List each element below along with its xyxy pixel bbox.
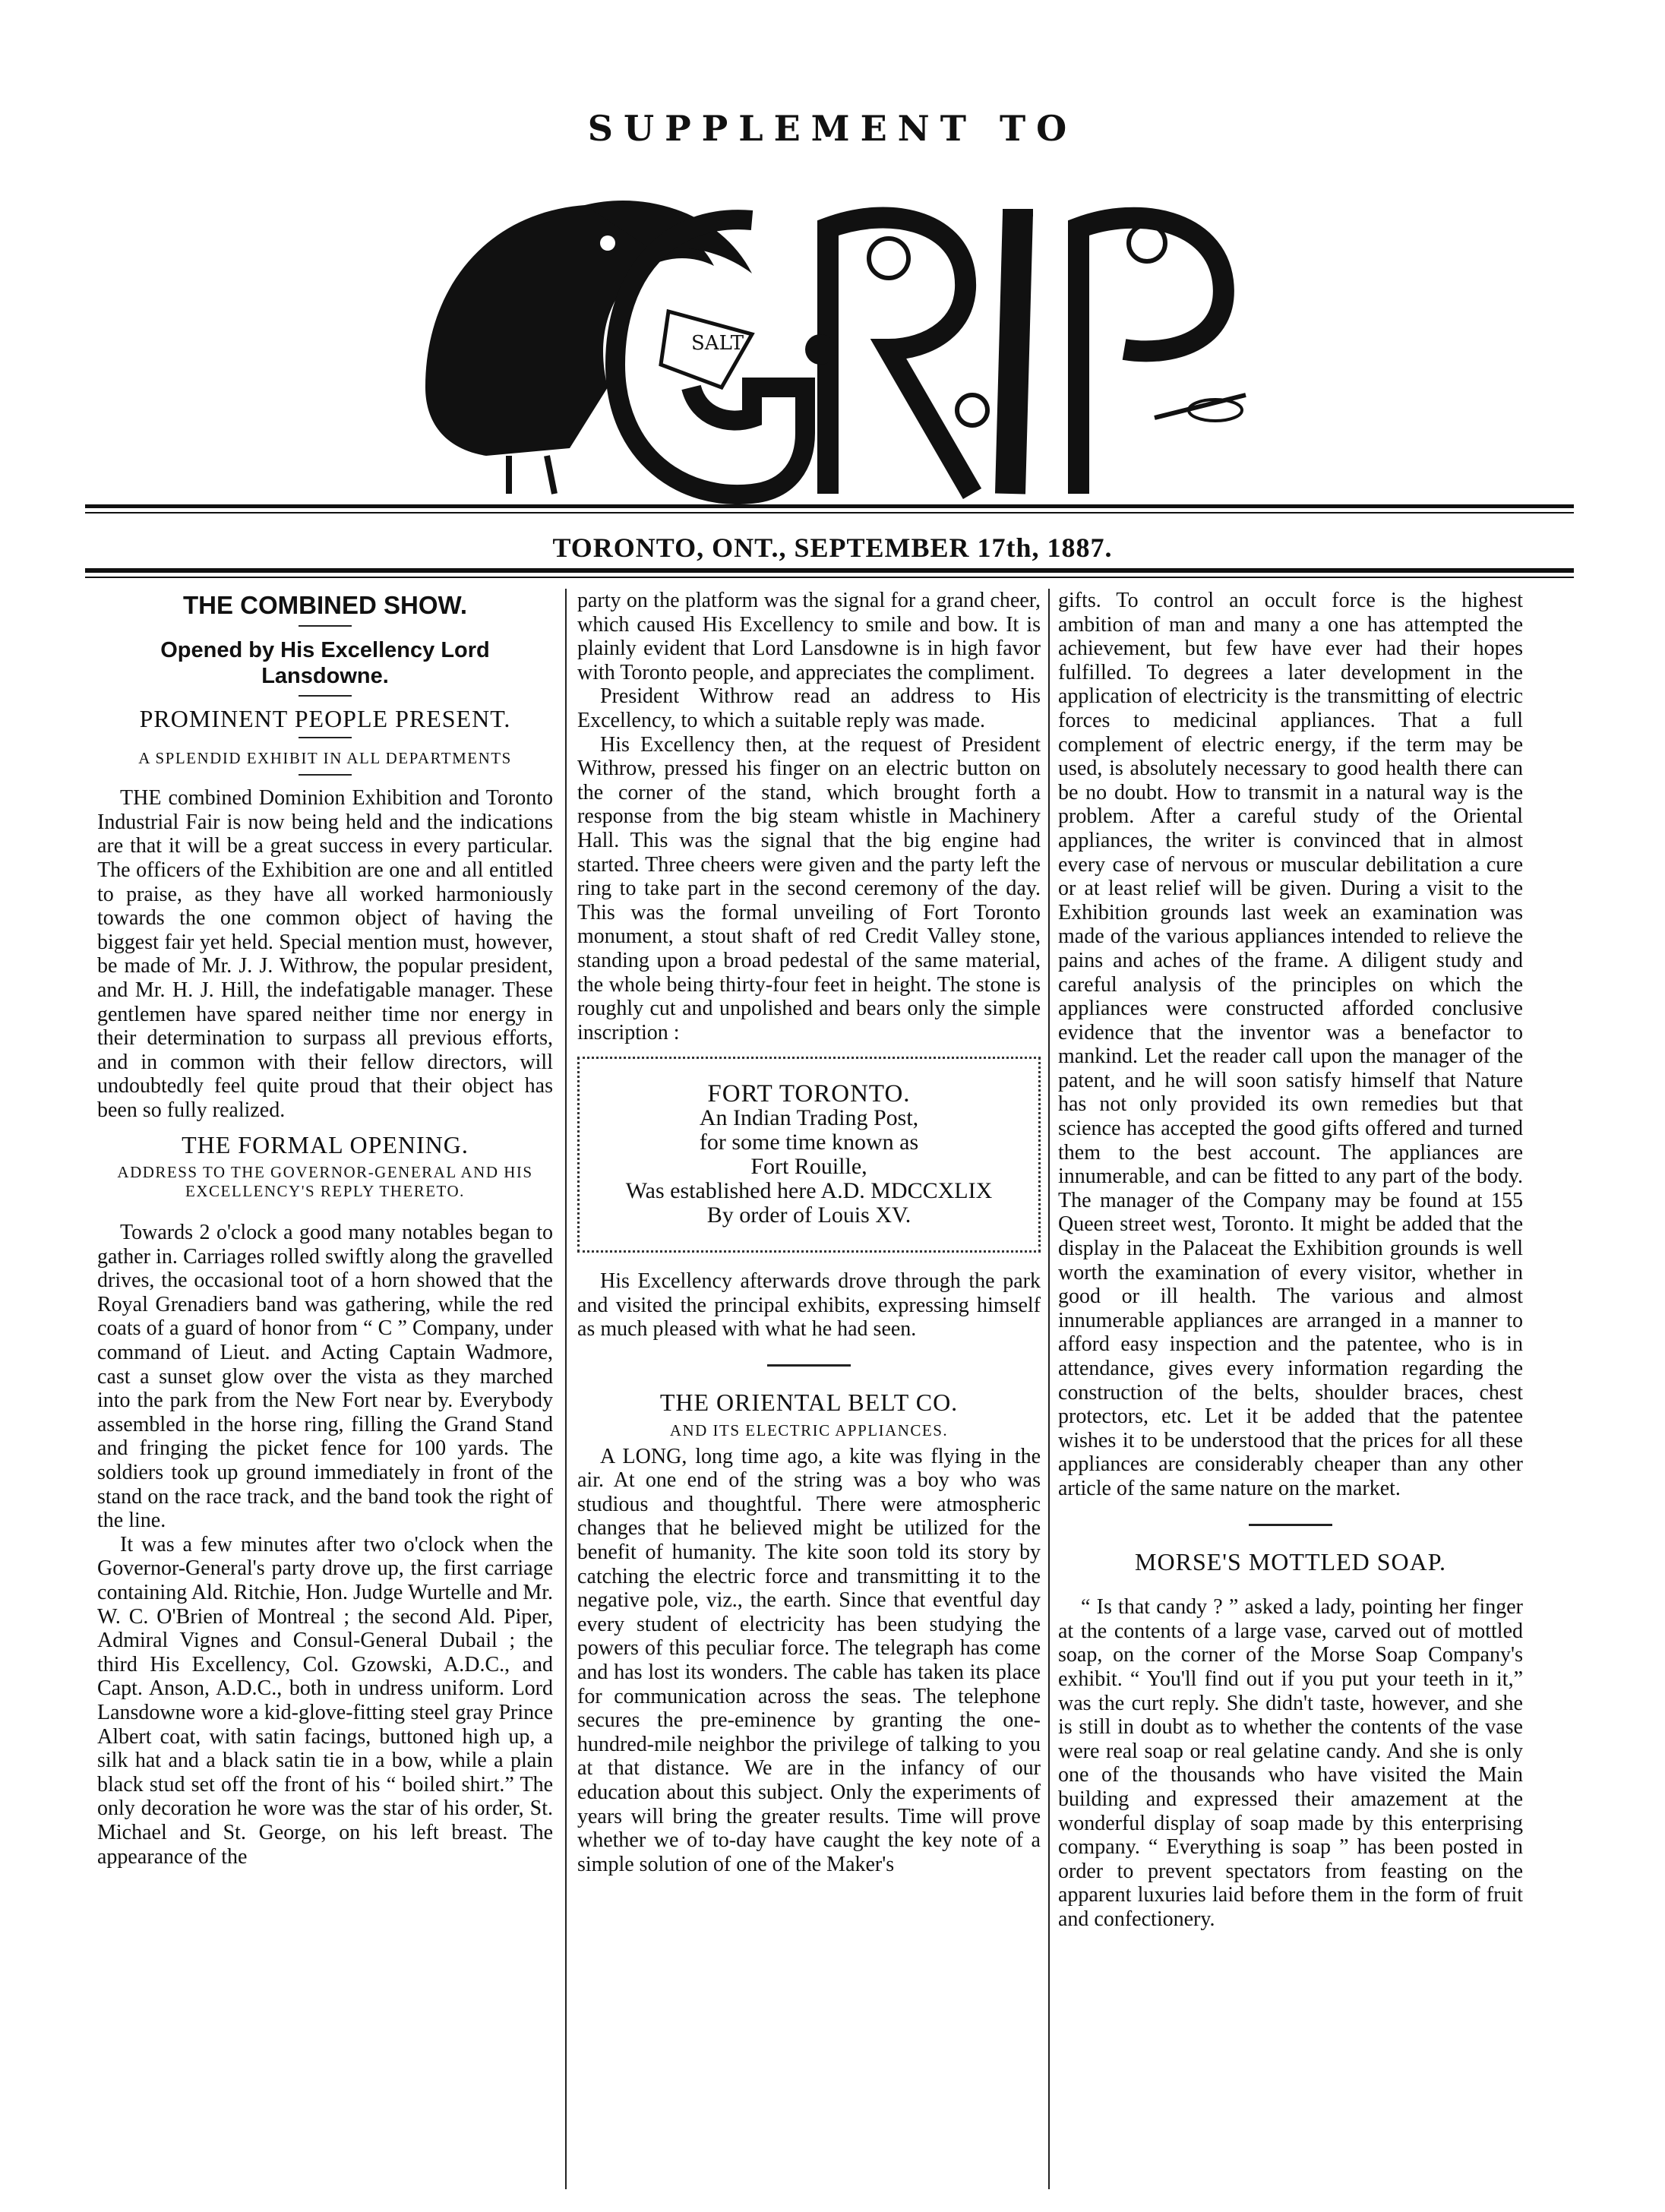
grip-masthead-logo	[395, 160, 1268, 517]
divider	[299, 625, 352, 627]
dateline-rule-bottom-thin	[85, 577, 1574, 578]
column-2	[577, 589, 1041, 2189]
inscription-line: for some time known as	[699, 1130, 919, 1155]
column-1	[97, 589, 553, 2189]
inscription-line: Fort Rouille,	[750, 1154, 867, 1180]
article-title-oriental-belt: THE ORIENTAL BELT CO.	[659, 1389, 959, 1417]
article-subtitle: Opened by His Excellency Lord Lansdowne.	[160, 637, 490, 688]
section-heading-formal-opening: THE FORMAL OPENING.	[182, 1130, 469, 1158]
inscription-line: An Indian Trading Post,	[699, 1105, 919, 1131]
inscription-line: Was established here A.D. MDCCXLIX	[625, 1178, 993, 1204]
divider	[299, 695, 352, 697]
paragraph: A LONG, long time ago, a kite was flying in the air. At one end of the string was a boy who was studious and thoughtful. There were atmospheric changes that he believed might be utilized for the benefit of humanity. The kite soon told its story by catching the electric force and transmitting it to the negative pole, viz., the earth. Since that eventful day every student of electricity has been studying the powers of this peculiar force. The telegraph has come and has lost its wonders. The cable has taken its place for communication across the seas. The telephone secures the pre-eminence by granting the one-hundred-mile neighbor the privilege of talking to you at that distance. We are in the infancy of our education about this subject. Only the experiments of years will bring the greater results. Time will prove whether we of to-day have caught the key note of a simple solution of one of the Maker's	[577, 1444, 1041, 1876]
section-divider	[1249, 1524, 1332, 1526]
inscription-line: FORT TORONTO.	[707, 1080, 911, 1108]
paragraph: Towards 2 o'clock a good many notables began to gather in. Carriages rolled swiftly along the gravelled drives, the occasional toot of a horn showed that the Royal Grenadiers band was gathering, while the red coats of a guard of honor from “ C ” Company, under command of Lieut. and Acting Captain Wadmore, cast a sunset glow over the vista as they marched into the park from the New Fort near by. Everybody assembled in the horse ring, filling the Grand Stand and fringing the picket fence for 100 yards. The soldiers took up ground immediately in front of the stand on the race track, and the band took the right of the line.	[97, 1221, 553, 1533]
column-separator-1	[565, 589, 567, 2189]
divider	[299, 774, 352, 776]
masthead-rule-top	[85, 504, 1574, 508]
monument-inscription-box	[577, 1057, 1041, 1253]
divider	[299, 737, 352, 738]
section-divider	[767, 1364, 851, 1367]
dateline-rule-bottom	[85, 568, 1574, 573]
paragraph: party on the platform was the signal for a grand cheer, which caused His Excellency to smile and bow. It is plainly evident that Lord Lansdowne is in high favor with Toronto people, and appreciates the compliment.	[577, 589, 1041, 684]
paragraph: “ Is that candy ? ” asked a lady, pointing her finger at the contents of a large vase, carved out of mottled soap, on the corner of the Morse Soap Company's exhibit. “ You'll find out if you put your teeth in it,” was the curt reply. She didn't taste, however, and she is still in doubt as to whether the contents of the vase were real soap or real gelatine candy. And she is only one of the thousands who have visited the Main building and expressed their amazement at the wonderful display of soap made by this enterprising company. “ Everything is soap ” has been posted in order to prevent spectators from feasting on the apparent luxuries laid before them in the form of fruit and confectionery.	[1058, 1595, 1523, 1931]
dateline: TORONTO, ONT., SEPTEMBER 17th, 1887.	[552, 532, 1113, 563]
supplement-label: SUPPLEMENT TO	[587, 108, 1078, 149]
article-title-combined-show: THE COMBINED SHOW.	[182, 591, 467, 619]
inscription-line: By order of Louis XV.	[706, 1202, 911, 1228]
paragraph: His Excellency then, at the request of President Withrow, pressed his finger on an electric button on the corner of the stand, which brought forth a response from the big steam whistle in Machinery Hall. This was the signal that the big engine had started. Three cheers were given and the party left the ring to take part in the second ceremony of the day. This was the formal unveiling of Fort Toronto monument, a stout shaft of red Credit Valley stone, standing upon a broad pedestal of the same material, the whole being thirty-four feet in height. The stone is roughly cut and unpolished and bears only the simple inscription :	[577, 732, 1041, 1044]
salt-bag-label: SALT	[691, 332, 744, 355]
paragraph: gifts. To control an occult force is the highest ambition of man and many a one has attempted the achievement, but few have ever had their hopes fulfilled. To degrees a later development in the application of electricity is the transmitting of electric forces to medicinal appliances. That a full complement of electric energy, if the term may be used, is absolutely necessary to good health there can be no doubt. How to transmit in a natural way is the problem. After a careful study of the Oriental appliances, the writer is convinced that in almost every case of nervous or muscular debilitation a cure or at least relief will be given. During a visit to the Exhibition grounds last week an examination was made of the various appliances intended to relieve the pains and aches of the frame. A diligent study and careful analysis of the principles on which the appliances were constructed afforded conclusive evidence that the inventor was a benefactor to mankind. Let the reader call upon the manager of the patent, and he will soon satisfy himself that Nature has not only provided its own remedies but that science has accepted the good gifts offered and turned them to the best account. The appliances are innumerable, and can be fitted to any part of the body. The manager of the Company may be found at 155 Queen street west, Toronto. It might be added that the display in the Palaceat the Exhibition grounds is well worth the examination of every visitor, whether in good or ill health. The various and almost innumerable appliances are arranged in a manner to afford easy inspection and the patentee, who is in attendance, gives every information regarding the construction of the belts, shoulder braces, chest protectors, etc. Let it be added that the patentee wishes it to be understood that the prices for all these appliances are considerably cheaper than any other article of the same nature on the market.	[1058, 589, 1523, 1500]
column-separator-2	[1048, 589, 1050, 2189]
masthead-rule-top-thin	[85, 512, 1574, 514]
column-3	[1058, 589, 1523, 2189]
section-heading-prominent-people: PROMINENT PEOPLE PRESENT.	[139, 704, 511, 732]
paragraph: President Withrow read an address to His Excellency, to which a suitable reply was made.	[577, 684, 1041, 732]
small-heading-electric-appliances: AND ITS ELECTRIC APPLIANCES.	[669, 1420, 949, 1439]
small-heading-splendid-exhibit: A SPLENDID EXHIBIT IN ALL DEPARTMENTS	[138, 749, 512, 768]
small-heading-address: ADDRESS TO THE GOVERNOR-GENERAL AND HIS EXCELLENCY'S REPLY THERETO.	[117, 1163, 533, 1201]
paragraph: It was a few minutes after two o'clock when the Governor-General's party drove up, the first carriage containing Ald. Ritchie, Hon. Judge Wurtelle and Mr. W. C. O'Brien of Montreal ; the second Ald. Piper, Admiral Vignes and Consul-General Dubail ; the third His Excellency, Col. Gzowski, A.D.C., and Capt. Anson, A.D.C., both in undress uniform. Lord Lansdowne wore a kid-glove-fitting steel gray Prince Albert coat, with satin facings, buttoned high up, a silk hat and a black satin tie in a bow, while a plain black stud set off the front of his “ boiled shirt.” The only decoration he wore was the star of his order, St. Michael and St. George, on his left breast. The appearance of the	[97, 1532, 553, 1869]
paragraph: THE combined Dominion Exhibition and Toronto Industrial Fair is now being held and the indications are that it will be a great success in every particular. The officers of the Exhibition are one and all entitled to praise, as they have all worked harmoniously towards the one common object of having the biggest fair yet held. Special mention must, however, be made of Mr. J. J. Withrow, the popular president, and Mr. H. J. Hill, the indefatigable manager. These gentlemen have spared neither time nor energy in their determination to surpass all previous efforts, and in common with their fellow directors, will undoubtedly feel quite proud that their object has been so fully realized.	[97, 786, 553, 1122]
paragraph: His Excellency afterwards drove through the park and visited the principal exhibits, expressing himself as much pleased with what he had seen.	[577, 1269, 1041, 1341]
article-title-morses-soap: MORSE'S MOTTLED SOAP.	[1135, 1547, 1446, 1575]
